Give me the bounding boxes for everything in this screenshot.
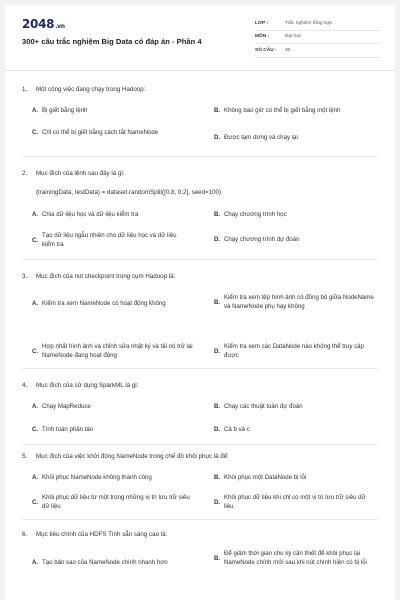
meta-value: Trắc nghiệm tổng hợp — [285, 20, 332, 26]
question-number: 1. — [22, 86, 28, 93]
option-label: A. — [32, 559, 39, 566]
answer-option[interactable] — [32, 106, 202, 115]
option-text: Chạy MapReduce — [42, 403, 91, 410]
answer-option[interactable] — [214, 402, 384, 411]
document-meta — [255, 17, 381, 58]
question-stem — [22, 272, 175, 281]
option-text: Khôi phục dữ liệu từ một trong những vị trí lưu trữ siêu dữ liệu — [42, 494, 190, 510]
option-text: Kiểm tra xem các DataNode nào không thể truy cập được — [224, 343, 364, 359]
option-text: Chỉ có thể bị giết bằng cách tắt NameNode — [42, 129, 159, 136]
option-text: Không bao giờ có thể bị giết bằng một lệnh — [224, 107, 341, 114]
question-stem — [22, 85, 145, 94]
option-text: Chạy chương trình học — [224, 211, 287, 218]
option-label: B. — [214, 474, 221, 481]
option-label: C. — [32, 426, 39, 433]
meta-key: MÔN : — [255, 34, 270, 40]
answer-option[interactable] — [214, 549, 384, 567]
question-stem — [22, 169, 125, 178]
option-label: C. — [32, 236, 39, 244]
question-text: Mục đích của sử dụng SparkML là gì: — [36, 382, 139, 389]
question-text: Một công việc đang chạy trong Hadoop: — [36, 86, 146, 93]
question-divider — [22, 444, 378, 445]
option-label: C. — [32, 129, 39, 136]
option-label: C. — [32, 498, 39, 506]
option-text: Khôi phục dữ liệu khi chỉ có một vị trí lưu trữ siêu dữ liệu — [224, 494, 366, 510]
option-label: D. — [214, 347, 221, 355]
option-label: D. — [214, 134, 221, 141]
question-number: 5. — [22, 453, 28, 460]
question-text: Mục đích của việc khởi động NameNode trong chế độ khôi phục là để: — [36, 453, 229, 460]
option-label: B. — [214, 403, 221, 410]
option-label: A. — [32, 107, 39, 114]
answer-option[interactable] — [214, 133, 384, 142]
meta-value: 30 — [285, 47, 291, 53]
answer-option[interactable] — [32, 425, 202, 434]
option-label: B. — [214, 211, 221, 218]
question-divider — [22, 259, 378, 260]
option-label: C. — [32, 347, 39, 355]
option-text: Cả b và c — [224, 426, 250, 433]
option-text: Bị giết bằng lệnh — [42, 107, 88, 114]
question-stem — [22, 452, 229, 461]
question-text: Mục tiêu chính của HDFS Tính sẵn sàng cao là: — [36, 531, 168, 538]
option-text: Kiểm tra xem NameNode có hoạt động không — [42, 300, 166, 307]
answer-option[interactable] — [214, 235, 384, 244]
question-text: Mục đích của lệnh sau đây là gì: — [36, 170, 125, 177]
answer-option[interactable] — [214, 210, 384, 219]
answer-option[interactable] — [32, 342, 202, 360]
meta-value: Đại học — [285, 34, 302, 40]
document-title: 300+ câu trắc nghiệm Big Data có đáp án - Phần 4 — [22, 37, 202, 46]
document-header — [5, 5, 395, 71]
option-label: A. — [32, 300, 39, 307]
option-label: D. — [214, 426, 221, 433]
question-number: 3. — [22, 273, 28, 280]
question-code: (trainingData, testData) = dataset.randomSplit([0.8, 0.2], seed=100) — [36, 189, 222, 196]
answer-option[interactable] — [214, 473, 384, 482]
answer-option[interactable] — [32, 231, 202, 249]
question-number: 6. — [22, 531, 28, 538]
question-stem — [22, 530, 167, 539]
option-text: Hợp nhất hình ảnh và chỉnh sửa nhật ký và tải nó trở lại NameNode đang hoạt động — [42, 343, 193, 359]
option-label: B. — [214, 107, 221, 114]
meta-key: SỐ CÂU : — [255, 47, 277, 53]
option-label: D. — [214, 498, 221, 506]
option-label: D. — [214, 236, 221, 243]
option-text: Được tạm dừng và chạy lại — [224, 134, 298, 141]
option-text: Khôi phục một DataNode bị lỗi — [224, 474, 307, 481]
question-divider — [22, 156, 378, 157]
option-text: Để giảm thời gian chu kỳ cần thiết để khôi phục lại NameNode chính mới sau khi nút chính hiện có bị lỗi — [224, 550, 367, 566]
option-text: Tạo dữ liệu ngẫu nhiên cho dữ liệu học và dữ liệu kiểm tra — [42, 232, 177, 248]
question-number: 4. — [22, 382, 28, 389]
logo-suffix: .vn — [55, 23, 65, 30]
option-label: B. — [214, 298, 221, 306]
answer-option[interactable] — [32, 402, 202, 411]
answer-option[interactable] — [32, 128, 202, 137]
answer-option[interactable] — [32, 493, 202, 511]
option-text: Tạo bản sao của NameNode chính nhanh hơn — [42, 559, 168, 566]
answer-option[interactable] — [214, 425, 384, 434]
answer-option[interactable] — [32, 473, 202, 482]
question-stem — [22, 381, 139, 390]
site-logo[interactable] — [22, 17, 65, 31]
option-text: Tính toán phân tán — [42, 426, 94, 433]
meta-key: LỚP : — [255, 20, 269, 26]
option-label: B. — [214, 554, 221, 562]
option-text: Chia dữ liệu học và dữ liệu kiểm tra — [42, 211, 139, 218]
answer-option[interactable] — [214, 493, 384, 511]
option-label: A. — [32, 211, 39, 218]
answer-option[interactable] — [32, 210, 202, 219]
option-label: A. — [32, 403, 39, 410]
option-label: A. — [32, 474, 39, 481]
meta-row-subject — [255, 31, 381, 45]
meta-row-count — [255, 44, 381, 58]
answer-option[interactable] — [32, 558, 202, 567]
answer-option[interactable] — [214, 106, 384, 115]
question-number: 2. — [22, 170, 28, 177]
option-text: Chạy các thuật toán dự đoán — [224, 403, 303, 410]
answer-option[interactable] — [32, 299, 202, 308]
logo-main: 2048 — [22, 17, 55, 31]
option-text: Chạy chương trình dự đoán — [224, 236, 300, 243]
document-page — [5, 5, 395, 600]
option-text: Kiểm tra xem tệp hình ảnh có đồng bộ giữa NodeName và NameNode phụ hay không — [224, 294, 374, 310]
option-text: Khôi phục NameNode không thành công — [42, 474, 152, 481]
question-divider — [22, 368, 378, 369]
question-divider — [22, 519, 378, 520]
answer-option[interactable] — [214, 293, 384, 311]
meta-row-class — [255, 17, 381, 31]
answer-option[interactable] — [214, 342, 384, 360]
question-text: Mục đích của nút checkpoint trong cụm Hadoop là: — [36, 273, 176, 280]
